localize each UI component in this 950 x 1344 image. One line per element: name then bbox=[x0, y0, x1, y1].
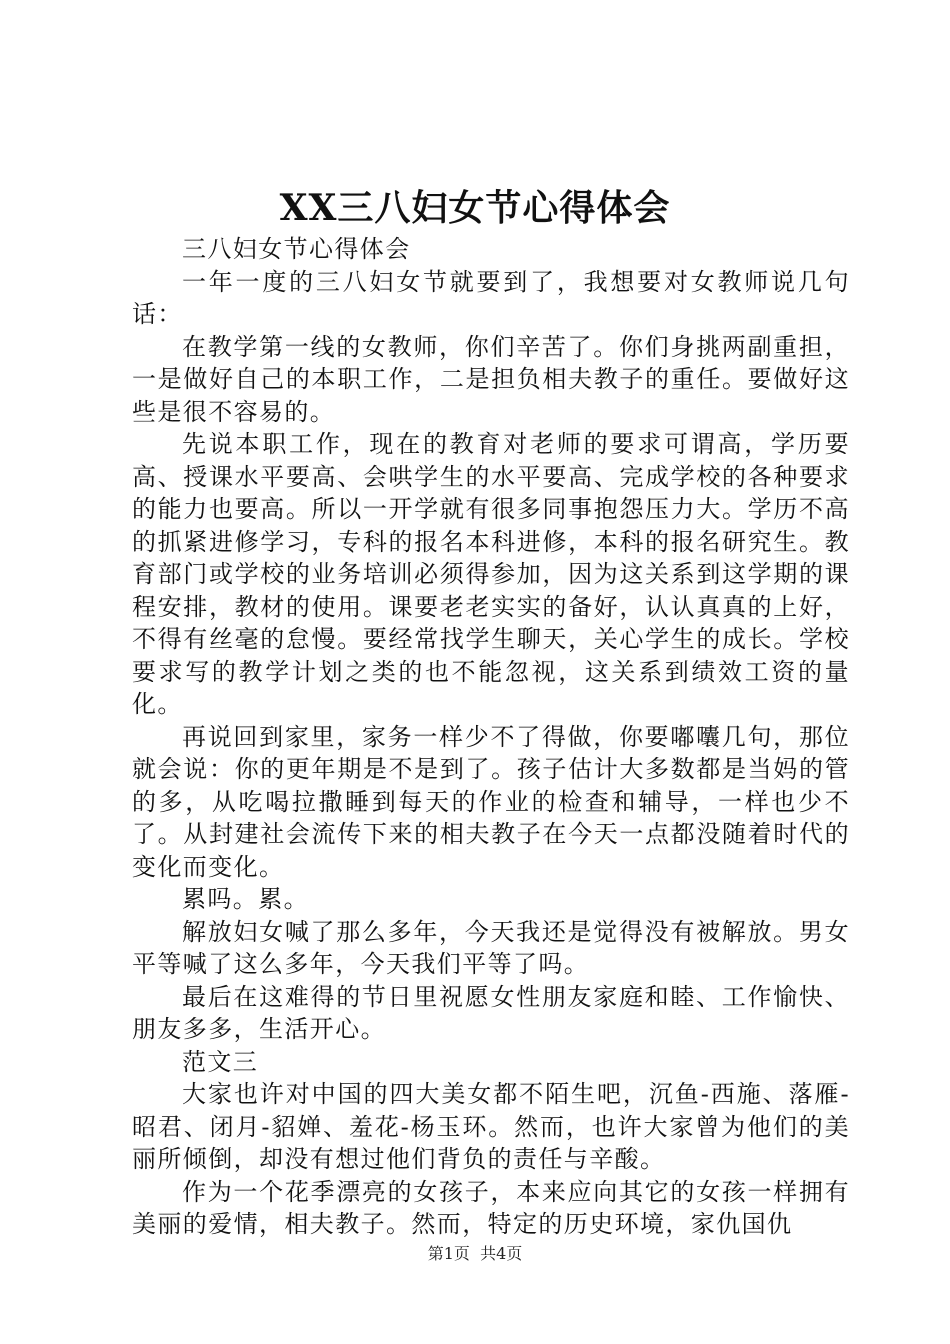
paragraph: 再说回到家里，家务一样少不了得做，你要嘟囔几句，那位就会说：你的更年期是不是到了。孩子估计大多数都是当妈的管的多，从吃喝拉撒睡到每天的作业的检查和辅导，一样也少不了。从封建社会流传下来的相夫教子在今天一点都没随着时代的变化而变化。 bbox=[132, 722, 850, 881]
document-title: XX三八妇女节心得体会 bbox=[279, 187, 671, 229]
paragraph: 作为一个花季漂亮的女孩子，本来应向其它的女孩一样拥有美丽的爱情，相夫教子。然而，特定的历史环境，家仇国仇 bbox=[132, 1177, 850, 1238]
page-number-footer: 第1页 共4页 bbox=[427, 1244, 523, 1263]
paragraph: 最后在这难得的节日里祝愿女性朋友家庭和睦、工作愉快、朋友多多，生活开心。 bbox=[132, 982, 850, 1043]
paragraph: 三八妇女节心得体会 bbox=[182, 235, 411, 263]
paragraph: 先说本职工作，现在的教育对老师的要求可谓高，学历要高、授课水平要高、会哄学生的水平要高、完成学校的各种要求的能力也要高。所以一开学就有很多同事抱怨压力大。学历不高的抓紧进修学习，专科的报名本科进修，本科的报名研究生。教育部门或学校的业务培训必须得参加，因为这关系到这学期的课程安排，教材的使用。课要老老实实的备好，认认真真的上好，不得有丝毫的怠慢。要经常找学生聊天，关心学生的成长。学校要求写的教学计划之类的也不能忽视，这关系到绩效工资的量化。 bbox=[132, 430, 850, 718]
paragraph: 范文三 bbox=[182, 1047, 259, 1076]
paragraph: 大家也许对中国的四大美女都不陌生吧，沉鱼-西施、落雁-昭君、闭月-貂婵、羞花-杨玉环。然而，也许大家曾为他们的美丽所倾倒，却没有想过他们背负的责任与辛酸。 bbox=[132, 1080, 850, 1173]
document-body bbox=[132, 233, 850, 1241]
paragraph: 在教学第一线的女教师，你们辛苦了。你们身挑两副重担，一是做好自己的本职工作，二是担负相夫教子的重任。要做好这些是很不容易的。 bbox=[132, 332, 850, 426]
paragraph: 解放妇女喊了那么多年，今天我还是觉得没有被解放。男女平等喊了这么多年，今天我们平等了吗。 bbox=[132, 917, 850, 978]
paragraph: 一年一度的三八妇女节就要到了，我想要对女教师说几句话： bbox=[132, 267, 850, 328]
paragraph: 累吗。累。 bbox=[182, 885, 309, 913]
